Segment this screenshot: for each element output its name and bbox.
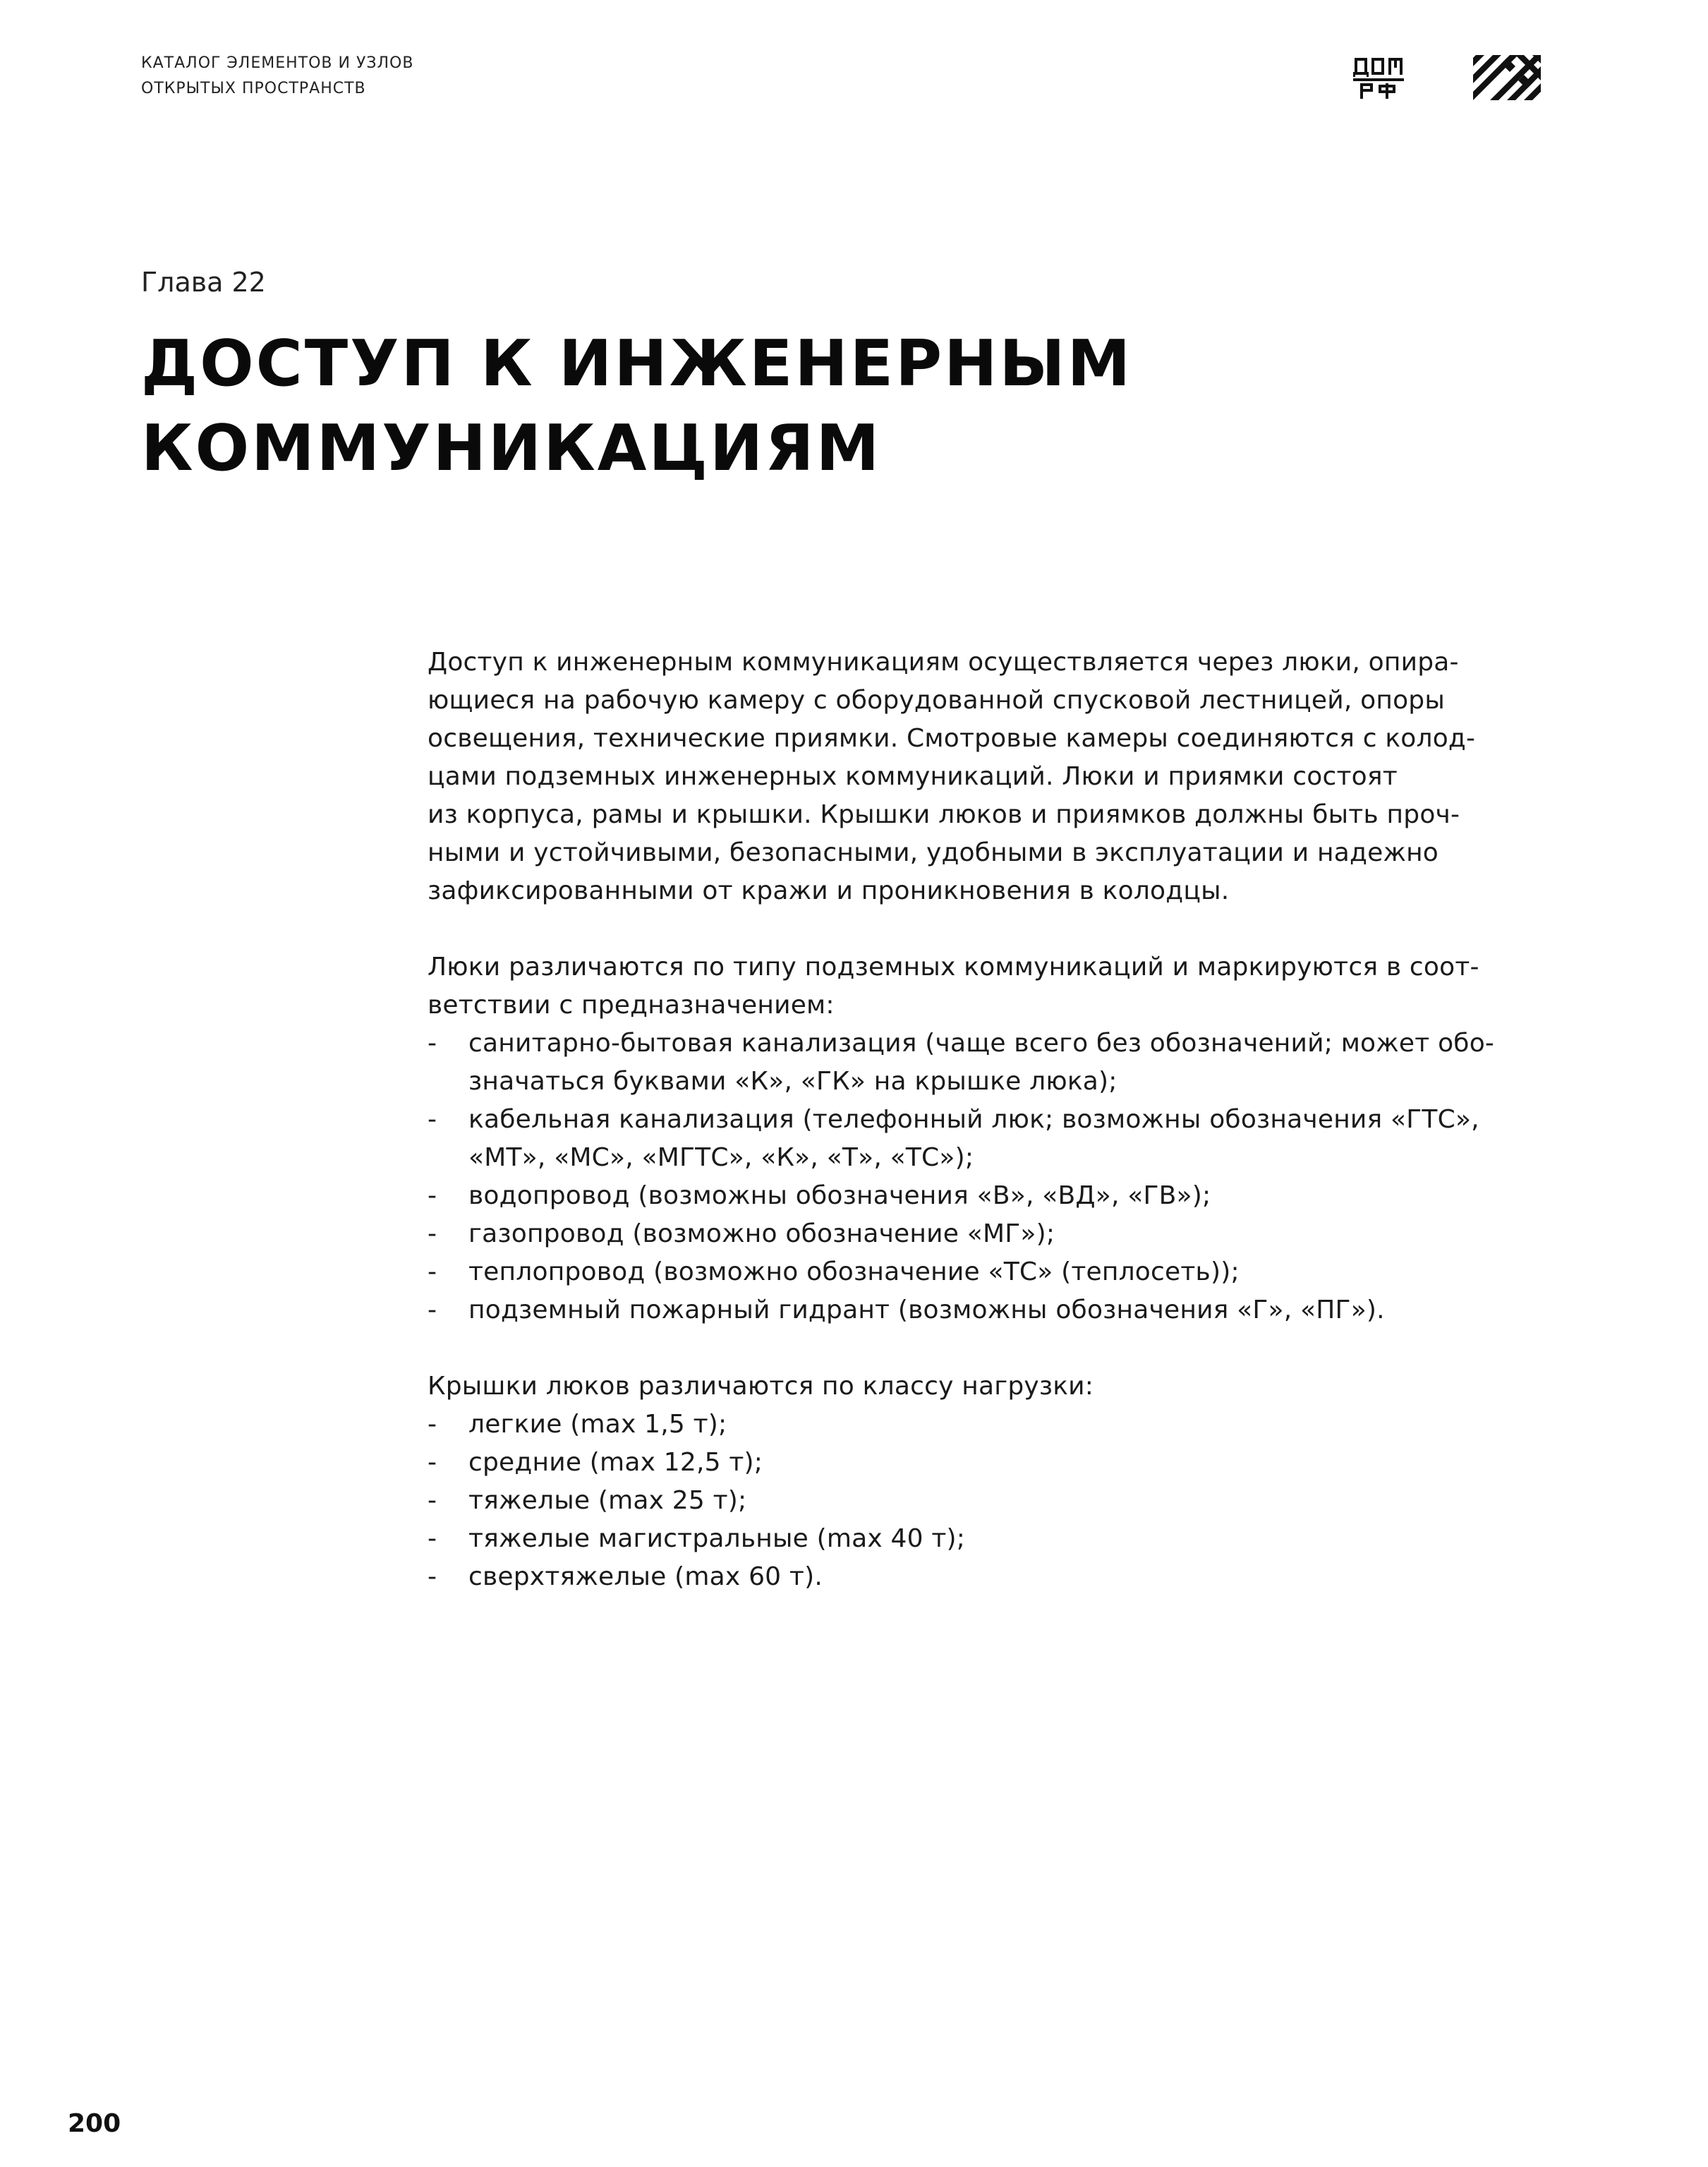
intro-paragraph	[428, 644, 1556, 910]
list-item	[428, 1406, 1556, 1444]
page-title-line-1: ДОСТУП К ИНЖЕНЕРНЫМ	[141, 327, 1133, 401]
list-item-text: средние (max 12,5 т);	[468, 1448, 763, 1477]
intro-line: ющиеся на рабочую камеру с оборудованной спусковой лестницей, опоры	[428, 686, 1445, 715]
intro-line: цами подземных инженерных коммуникаций. Люки и приямки состоят	[428, 762, 1398, 791]
list-item	[428, 1101, 1556, 1177]
catalog-header	[141, 51, 413, 102]
list-dash: -	[428, 1105, 437, 1134]
hatch-types-lead-line-2: ветствии с предназначением:	[428, 991, 835, 1020]
intro-line: Доступ к инженерным коммуникациям осуществляется через люки, опира-	[428, 648, 1459, 677]
list-dash: -	[428, 1562, 437, 1591]
list-item	[428, 1177, 1556, 1215]
list-dash: -	[428, 1524, 437, 1553]
page-number: 200	[68, 2109, 121, 2138]
list-item-text: газопровод (возможно обозначение «МГ»);	[468, 1219, 1055, 1248]
list-dash: -	[428, 1219, 437, 1248]
body-text	[428, 644, 1556, 1596]
list-item-text: легкие (max 1,5 т);	[468, 1410, 727, 1439]
list-item	[428, 1482, 1556, 1520]
list-dash: -	[428, 1296, 437, 1324]
list-item-text: водопровод (возможны обозначения «В», «ВД», «ГВ»);	[468, 1181, 1211, 1210]
list-item-text: санитарно-бытовая канализация (чаще всего без обозначений; может обо-	[468, 1029, 1495, 1058]
list-dash: -	[428, 1029, 437, 1058]
list-item-text: тяжелые (max 25 т);	[468, 1486, 747, 1515]
intro-line: освещения, технические приямки. Смотровые камеры соединяются с колод-	[428, 724, 1476, 753]
dom-rf-logo-icon	[1353, 55, 1404, 100]
list-item	[428, 1253, 1556, 1291]
intro-line: зафиксированными от кражи и проникновения в колодцы.	[428, 876, 1230, 905]
list-item	[428, 1444, 1556, 1482]
list-dash: -	[428, 1410, 437, 1439]
list-dash: -	[428, 1181, 437, 1210]
hatch-types-lead-line-1: Люки различаются по типу подземных коммуникаций и маркируются в соот-	[428, 953, 1479, 982]
list-item-text: теплопровод (возможно обозначение «ТС» (теплосеть));	[468, 1257, 1240, 1286]
list-item	[428, 1215, 1556, 1253]
list-item	[428, 1558, 1556, 1596]
page-title-line-2: КОММУНИКАЦИЯМ	[141, 411, 882, 485]
intro-line: ными и устойчивыми, безопасными, удобными в эксплуатации и надежно	[428, 838, 1439, 867]
hatch-types-section	[428, 948, 1556, 1329]
list-item-text: тяжелые магистральные (max 40 т);	[468, 1524, 966, 1553]
list-item-text: кабельная канализация (телефонный люк; возможны обозначения «ГТС»,	[468, 1105, 1479, 1134]
catalog-header-line-2: ОТКРЫТЫХ ПРОСТРАНСТВ	[141, 80, 366, 97]
list-item	[428, 1520, 1556, 1558]
list-dash: -	[428, 1486, 437, 1515]
load-classes-section	[428, 1368, 1556, 1596]
list-item-text: значаться буквами «К», «ГК» на крышке люка);	[468, 1067, 1118, 1096]
list-item-text: сверхтяжелые (max 60 т).	[468, 1562, 823, 1591]
chapter-label: Глава 22	[141, 267, 266, 298]
list-dash: -	[428, 1257, 437, 1286]
list-item-text: подземный пожарный гидрант (возможны обозначения «Г», «ПГ»).	[468, 1296, 1385, 1324]
page-title	[141, 322, 1132, 491]
list-item	[428, 1291, 1556, 1329]
list-dash: -	[428, 1448, 437, 1477]
load-classes-lead: Крышки люков различаются по классу нагрузки:	[428, 1372, 1094, 1401]
list-item	[428, 1025, 1556, 1101]
striped-pattern-logo-icon	[1473, 55, 1541, 100]
catalog-header-line-1: КАТАЛОГ ЭЛЕМЕНТОВ И УЗЛОВ	[141, 54, 414, 72]
list-item-text: «МТ», «МС», «МГТС», «К», «Т», «ТС»);	[468, 1143, 974, 1172]
intro-line: из корпуса, рамы и крышки. Крышки люков и приямков должны быть проч-	[428, 800, 1460, 829]
